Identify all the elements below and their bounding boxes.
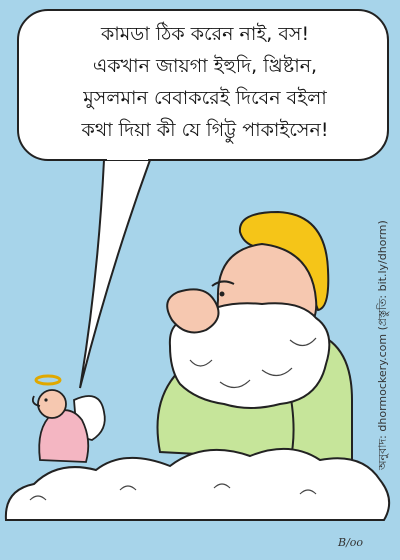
speech-line: কথা দিয়া কী যে গিট্টু পাকাইসেন! [81,119,329,141]
god-eye [220,292,225,297]
cherub-head [38,390,66,418]
speech-line: মুসলমান বেবাকরেই দিবেন বইলা [83,87,327,109]
artist-signature: B/oo [338,536,364,549]
speech-bubble-text [34,18,376,146]
translation-credit: অনুবাদ: dhormockery.com (প্রস্তুতি: bit.ly/dhorm) [376,220,389,470]
speech-line: একখান জায়গা ইহুদি, খ্রিষ্টান, [92,55,318,77]
speech-line: কামডা ঠিক করেন নাই, বস! [100,23,310,45]
cherub-eye [44,398,47,401]
